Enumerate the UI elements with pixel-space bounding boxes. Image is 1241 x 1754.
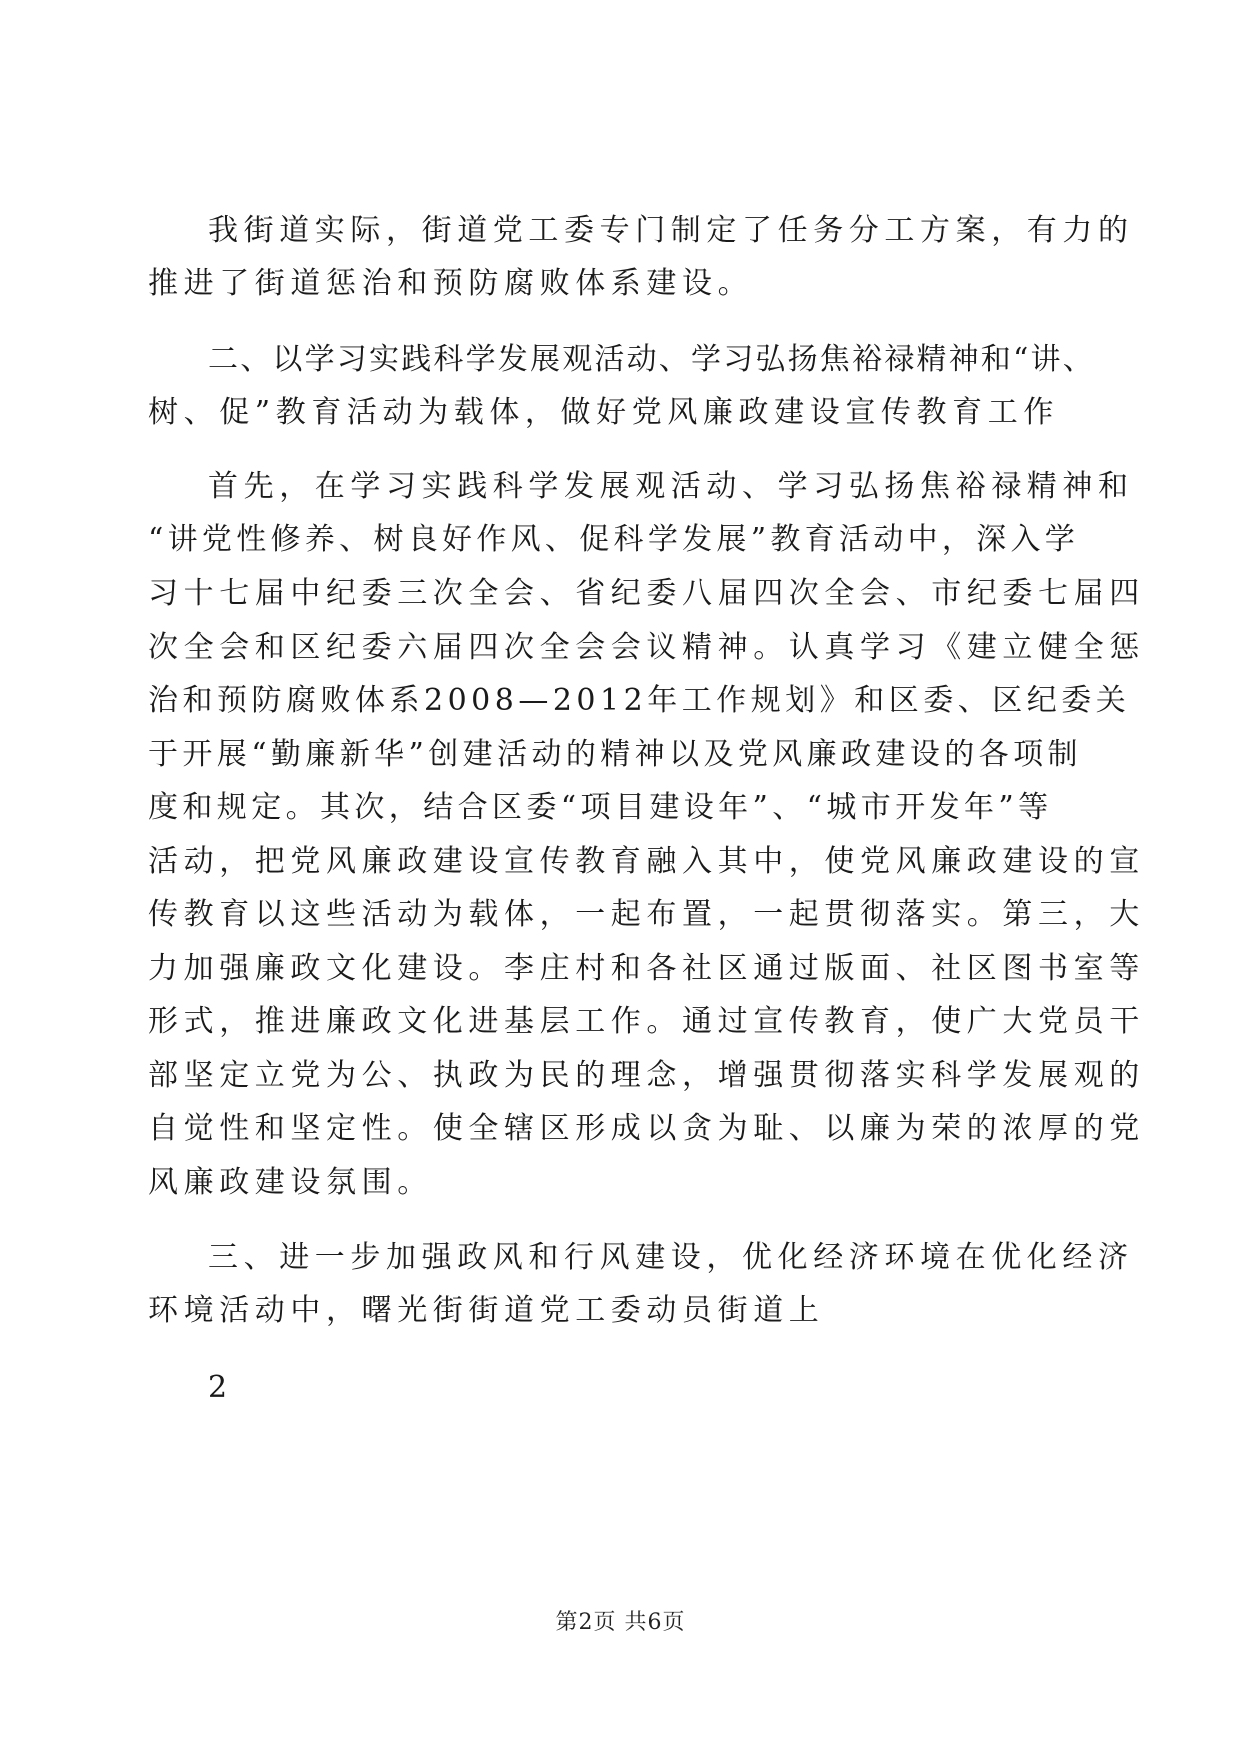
paragraph-1-line-1: 我街道实际，街道党工委专门制定了任务分工方案，有力的 [208,213,1134,248]
page-footer: 第2页 共6页 [555,1610,686,1635]
paragraph-3-line-4: 次全会和区纪委六届四次全会会议精神。认真学习《建立健全惩 [148,630,1145,665]
paragraph-3-line-2: “讲党性修养、树良好作风、促科学发展”教育活动中，深入学 [148,522,1080,557]
paragraph-2-line-1: 二、以学习实践科学发展观活动、学习弘扬焦裕禄精神和“讲、 [208,342,1095,377]
paragraph-3-line-7: 度和规定。其次，结合区委“项目建设年”、“城市开发年”等 [148,790,1053,825]
paragraph-3-line-8: 活动，把党风廉政建设宣传教育融入其中，使党风廉政建设的宣 [148,844,1145,879]
paragraph-3-line-1: 首先，在学习实践科学发展观活动、学习弘扬焦裕禄精神和 [208,469,1134,504]
paragraph-3-line-9: 传教育以这些活动为载体，一起布置，一起贯彻落实。第三，大 [148,897,1145,932]
paragraph-4-line-2: 环境活动中，曙光街街道党工委动员街道上 [148,1293,825,1328]
paragraph-3-line-6: 于开展“勤廉新华”创建活动的精神以及党风廉政建设的各项制 [148,737,1082,772]
paragraph-3-line-10: 力加强廉政文化建设。李庄村和各社区通过版面、社区图书室等 [148,951,1145,986]
paragraph-3-line-12: 部坚定立党为公、执政为民的理念，增强贯彻落实科学发展观的 [148,1058,1145,1093]
paragraph-2-line-2: 树、促”教育活动为载体，做好党风廉政建设宣传教育工作 [148,395,1059,430]
paragraph-3-line-13: 自觉性和坚定性。使全辖区形成以贪为耻、以廉为荣的浓厚的党 [148,1111,1145,1146]
paragraph-4-line-1: 三、进一步加强政风和行风建设，优化经济环境在优化经济 [208,1240,1134,1275]
paragraph-3-line-3: 习十七届中纪委三次全会、省纪委八届四次全会、市纪委七届四 [148,576,1145,611]
paragraph-3-line-5: 治和预防腐败体系2008—2012年工作规划》和区委、区纪委关 [148,683,1131,718]
paragraph-3-line-11: 形式，推进廉政文化进基层工作。通过宣传教育，使广大党员干 [148,1004,1145,1039]
page-number: 2 [208,1370,228,1405]
paragraph-3-line-14: 风廉政建设氛围。 [148,1165,433,1200]
paragraph-1-line-2: 推进了街道惩治和预防腐败体系建设。 [148,266,754,301]
